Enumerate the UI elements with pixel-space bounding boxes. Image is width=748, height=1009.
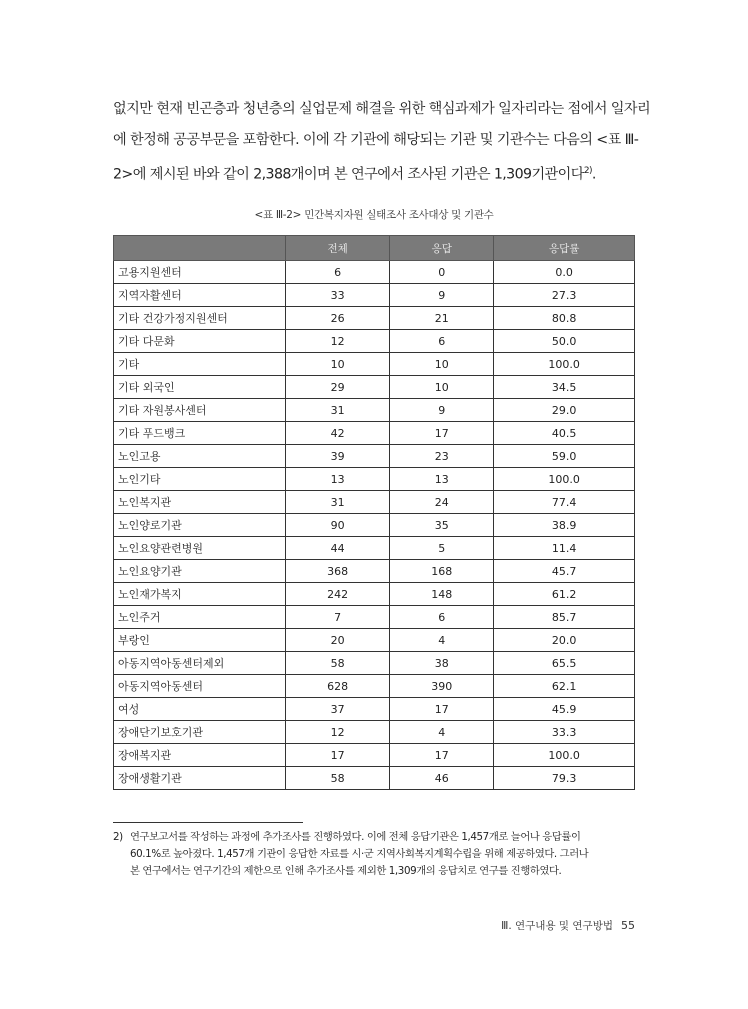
row-total-cell: 17 <box>286 744 390 767</box>
row-response-cell: 9 <box>390 399 494 422</box>
table-row <box>114 537 635 560</box>
row-rate-cell: 0.0 <box>494 261 635 284</box>
table-row <box>114 376 635 399</box>
row-response-cell: 17 <box>390 422 494 445</box>
table-caption: <표 Ⅲ-2> 민간복지자원 실태조사 조사대상 및 기관수 <box>254 209 494 221</box>
row-response-cell: 17 <box>390 698 494 721</box>
row-rate-cell: 100.0 <box>494 744 635 767</box>
row-name-cell: 노인요양관련병원 <box>114 537 286 560</box>
row-response-cell: 168 <box>390 560 494 583</box>
row-name-cell: 기타 건강가정지원센터 <box>114 307 286 330</box>
row-total-cell: 42 <box>286 422 390 445</box>
row-response-cell: 9 <box>390 284 494 307</box>
table-row <box>114 307 635 330</box>
table-row <box>114 330 635 353</box>
row-name-cell: 노인요양기관 <box>114 560 286 583</box>
row-response-cell: 10 <box>390 353 494 376</box>
table-row <box>114 629 635 652</box>
row-response-cell: 38 <box>390 652 494 675</box>
row-total-cell: 44 <box>286 537 390 560</box>
row-rate-cell: 85.7 <box>494 606 635 629</box>
row-rate-cell: 45.7 <box>494 560 635 583</box>
footnote-line: 60.1%로 높아졌다. 1,457개 기관이 응답한 자료를 시·군 지역사회복지계획수립을 위해 제공하였다. 그러나 <box>130 848 589 860</box>
row-rate-cell: 38.9 <box>494 514 635 537</box>
table-row <box>114 767 635 790</box>
header-cell-rate: 응답률 <box>494 236 635 261</box>
row-name-cell: 장애복지관 <box>114 744 286 767</box>
row-rate-cell: 77.4 <box>494 491 635 514</box>
table-row <box>114 744 635 767</box>
table-row <box>114 261 635 284</box>
table-header-row <box>114 236 635 261</box>
row-name-cell: 기타 푸드뱅크 <box>114 422 286 445</box>
table-body <box>114 261 635 790</box>
row-response-cell: 6 <box>390 606 494 629</box>
table-row <box>114 583 635 606</box>
row-name-cell: 노인복지관 <box>114 491 286 514</box>
table-row <box>114 284 635 307</box>
footer-section-title: Ⅲ. 연구내용 및 연구방법 <box>501 920 613 932</box>
header-cell-name <box>114 236 286 261</box>
row-total-cell: 628 <box>286 675 390 698</box>
row-name-cell: 노인기타 <box>114 468 286 491</box>
row-name-cell: 노인고용 <box>114 445 286 468</box>
table-row <box>114 698 635 721</box>
row-response-cell: 21 <box>390 307 494 330</box>
table-row <box>114 514 635 537</box>
row-response-cell: 5 <box>390 537 494 560</box>
footnote-line: 본 연구에서는 연구기간의 제한으로 인해 추가조사를 제외한 1,309개의 응답치로 연구를 진행하였다. <box>130 865 562 877</box>
row-total-cell: 58 <box>286 767 390 790</box>
footnote-divider <box>113 822 303 823</box>
row-response-cell: 46 <box>390 767 494 790</box>
footnote <box>113 829 638 880</box>
table-row <box>114 560 635 583</box>
row-name-cell: 여성 <box>114 698 286 721</box>
row-name-cell: 기타 자원봉사센터 <box>114 399 286 422</box>
row-name-cell: 부랑인 <box>114 629 286 652</box>
row-response-cell: 23 <box>390 445 494 468</box>
table-row <box>114 399 635 422</box>
row-name-cell: 아동지역아동센터 <box>114 675 286 698</box>
table-row <box>114 491 635 514</box>
row-rate-cell: 59.0 <box>494 445 635 468</box>
page-number: 55 <box>621 919 635 932</box>
row-total-cell: 10 <box>286 353 390 376</box>
data-table <box>113 235 635 790</box>
row-response-cell: 35 <box>390 514 494 537</box>
row-rate-cell: 29.0 <box>494 399 635 422</box>
row-total-cell: 6 <box>286 261 390 284</box>
row-name-cell: 아동지역아동센터제외 <box>114 652 286 675</box>
row-name-cell: 노인재가복지 <box>114 583 286 606</box>
row-rate-cell: 80.8 <box>494 307 635 330</box>
row-total-cell: 12 <box>286 721 390 744</box>
footnote-body <box>130 829 638 880</box>
row-response-cell: 13 <box>390 468 494 491</box>
table-row <box>114 468 635 491</box>
row-rate-cell: 65.5 <box>494 652 635 675</box>
row-name-cell: 기타 <box>114 353 286 376</box>
row-total-cell: 33 <box>286 284 390 307</box>
row-rate-cell: 100.0 <box>494 468 635 491</box>
row-total-cell: 12 <box>286 330 390 353</box>
header-cell-total: 전체 <box>286 236 390 261</box>
row-total-cell: 90 <box>286 514 390 537</box>
row-rate-cell: 79.3 <box>494 767 635 790</box>
row-total-cell: 29 <box>286 376 390 399</box>
row-total-cell: 7 <box>286 606 390 629</box>
row-rate-cell: 50.0 <box>494 330 635 353</box>
table-row <box>114 353 635 376</box>
row-total-cell: 58 <box>286 652 390 675</box>
paragraph-line-end: . <box>591 166 596 183</box>
row-name-cell: 고용지원센터 <box>114 261 286 284</box>
row-rate-cell: 34.5 <box>494 376 635 399</box>
row-rate-cell: 27.3 <box>494 284 635 307</box>
row-rate-cell: 33.3 <box>494 721 635 744</box>
footnote-mark: 2) <box>113 831 123 843</box>
paragraph-line: 없지만 현재 빈곤층과 청년층의 실업문제 해결을 위한 핵심과제가 일자리라는 점에서 일자리 <box>113 101 651 117</box>
body-paragraph <box>113 94 651 191</box>
row-name-cell: 지역자활센터 <box>114 284 286 307</box>
footnote-line: 연구보고서를 작성하는 과정에 추가조사를 진행하였다. 이에 전체 응답기관은 1,457개로 늘어나 응답률이 <box>130 831 581 843</box>
paragraph-line: 에 한정해 공공부문을 포함한다. 이에 각 기관에 해당되는 기관 및 기관수는 다음의 <표 Ⅲ- <box>113 132 639 148</box>
paragraph-line-text: 2>에 제시된 바와 같이 2,388개이며 본 연구에서 조사된 기관은 1,309기관이다 <box>113 166 584 183</box>
row-total-cell: 37 <box>286 698 390 721</box>
row-total-cell: 13 <box>286 468 390 491</box>
row-response-cell: 0 <box>390 261 494 284</box>
row-rate-cell: 20.0 <box>494 629 635 652</box>
row-response-cell: 6 <box>390 330 494 353</box>
row-name-cell: 기타 다문화 <box>114 330 286 353</box>
table-row <box>114 675 635 698</box>
paragraph-line <box>113 156 636 191</box>
row-rate-cell: 62.1 <box>494 675 635 698</box>
table-row <box>114 652 635 675</box>
row-response-cell: 4 <box>390 629 494 652</box>
row-rate-cell: 11.4 <box>494 537 635 560</box>
row-response-cell: 390 <box>390 675 494 698</box>
row-total-cell: 39 <box>286 445 390 468</box>
table-row <box>114 606 635 629</box>
row-total-cell: 31 <box>286 399 390 422</box>
row-rate-cell: 100.0 <box>494 353 635 376</box>
row-rate-cell: 40.5 <box>494 422 635 445</box>
row-total-cell: 20 <box>286 629 390 652</box>
row-name-cell: 노인양로기관 <box>114 514 286 537</box>
row-total-cell: 31 <box>286 491 390 514</box>
table-row <box>114 422 635 445</box>
table-row <box>114 721 635 744</box>
header-cell-response: 응답 <box>390 236 494 261</box>
row-total-cell: 242 <box>286 583 390 606</box>
row-response-cell: 4 <box>390 721 494 744</box>
footnote-reference[interactable]: 2) <box>583 166 592 176</box>
row-name-cell: 장애단기보호기관 <box>114 721 286 744</box>
row-rate-cell: 61.2 <box>494 583 635 606</box>
row-response-cell: 148 <box>390 583 494 606</box>
table-row <box>114 445 635 468</box>
row-name-cell: 장애생활기관 <box>114 767 286 790</box>
row-response-cell: 17 <box>390 744 494 767</box>
row-total-cell: 26 <box>286 307 390 330</box>
row-response-cell: 24 <box>390 491 494 514</box>
row-rate-cell: 45.9 <box>494 698 635 721</box>
page-footer <box>501 918 635 933</box>
row-name-cell: 기타 외국인 <box>114 376 286 399</box>
row-response-cell: 10 <box>390 376 494 399</box>
row-name-cell: 노인주거 <box>114 606 286 629</box>
row-total-cell: 368 <box>286 560 390 583</box>
